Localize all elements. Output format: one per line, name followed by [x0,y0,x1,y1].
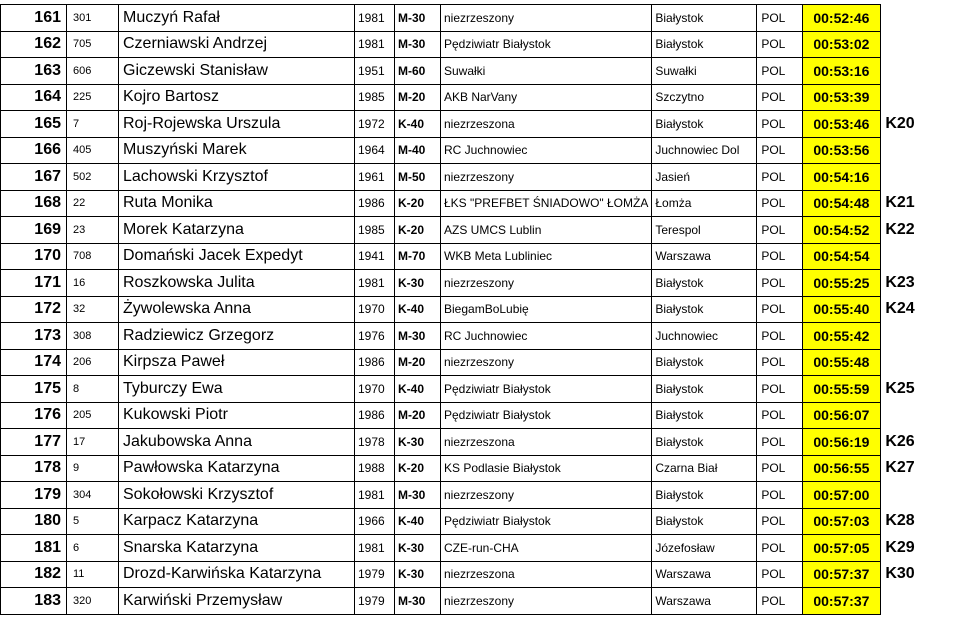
table-row [1,58,951,85]
table-row [1,482,951,509]
country-cell: POL [757,243,803,270]
country-cell: POL [757,270,803,297]
club-cell: KS Podlasie Białystok [441,455,652,482]
country-cell: POL [757,5,803,32]
category-cell: K-30 [395,429,441,456]
place-cell: 176 [1,402,67,429]
place-cell: 180 [1,508,67,535]
city-cell: Białystok [652,296,757,323]
place-cell: 173 [1,323,67,350]
country-cell: POL [757,111,803,138]
country-cell: POL [757,349,803,376]
country-cell: POL [757,137,803,164]
club-cell: CZE-run-CHA [441,535,652,562]
time-cell: 00:53:39 [803,84,881,111]
category-cell: M-50 [395,164,441,191]
club-cell: niezrzeszony [441,5,652,32]
time-cell: 00:57:03 [803,508,881,535]
bib-cell: 301 [67,5,119,32]
women-rank-cell [881,588,951,615]
bib-cell: 7 [67,111,119,138]
table-row [1,429,951,456]
category-cell: K-20 [395,455,441,482]
time-cell: 00:55:48 [803,349,881,376]
club-cell: RC Juchnowiec [441,137,652,164]
bib-cell: 206 [67,349,119,376]
time-cell: 00:55:25 [803,270,881,297]
club-cell: niezrzeszona [441,429,652,456]
city-cell: Józefosław [652,535,757,562]
women-rank-cell: K21 [885,194,915,212]
name-cell: Karpacz Katarzyna [119,508,355,535]
place-cell: 163 [1,58,67,85]
city-cell: Suwałki [652,58,757,85]
year-cell: 1976 [355,323,395,350]
year-cell: 1964 [355,137,395,164]
club-cell: niezrzeszony [441,270,652,297]
category-cell: M-20 [395,84,441,111]
country-cell: POL [757,164,803,191]
table-row [1,137,951,164]
country-cell: POL [757,323,803,350]
bib-cell: 22 [67,190,119,217]
name-cell: Pawłowska Katarzyna [119,455,355,482]
name-cell: Muszyński Marek [119,137,355,164]
table-row [1,535,951,562]
table-row [1,402,951,429]
place-cell: 179 [1,482,67,509]
time-cell: 00:52:46 [803,5,881,32]
country-cell: POL [757,561,803,588]
name-cell: Drozd-Karwińska Katarzyna [119,561,355,588]
club-cell: Suwałki [441,58,652,85]
club-cell: niezrzeszony [441,482,652,509]
time-cell: 00:57:00 [803,482,881,509]
time-cell: 00:53:56 [803,137,881,164]
place-cell: 174 [1,349,67,376]
place-cell: 171 [1,270,67,297]
place-cell: 168 [1,190,67,217]
place-cell: 182 [1,561,67,588]
table-row [1,164,951,191]
city-cell: Białystok [652,402,757,429]
women-rank-cell [881,31,951,58]
year-cell: 1972 [355,111,395,138]
time-cell: 00:57:37 [803,561,881,588]
country-cell: POL [757,296,803,323]
bib-cell: 6 [67,535,119,562]
city-cell: Białystok [652,31,757,58]
time-cell: 00:55:40 [803,296,881,323]
time-cell: 00:54:48 [803,190,881,217]
category-cell: K-40 [395,508,441,535]
table-row [1,588,951,615]
year-cell: 1981 [355,535,395,562]
table-row [1,5,951,32]
category-cell: K-40 [395,376,441,403]
year-cell: 1951 [355,58,395,85]
table-row [1,376,951,403]
place-cell: 183 [1,588,67,615]
women-rank-cell [881,84,951,111]
category-cell: M-30 [395,482,441,509]
time-cell: 00:56:07 [803,402,881,429]
name-cell: Kukowski Piotr [119,402,355,429]
bib-cell: 5 [67,508,119,535]
country-cell: POL [757,482,803,509]
year-cell: 1985 [355,84,395,111]
name-cell: Karwiński Przemysław [119,588,355,615]
women-rank-cell [881,5,951,32]
year-cell: 1979 [355,588,395,615]
year-cell: 1985 [355,217,395,244]
name-cell: Jakubowska Anna [119,429,355,456]
name-cell: Ruta Monika [119,190,355,217]
country-cell: POL [757,455,803,482]
bib-cell: 304 [67,482,119,509]
country-cell: POL [757,376,803,403]
category-cell: M-30 [395,31,441,58]
category-cell: M-40 [395,137,441,164]
place-cell: 167 [1,164,67,191]
club-cell: Pędziwiatr Białystok [441,402,652,429]
place-cell: 177 [1,429,67,456]
table-row [1,111,951,138]
name-cell: Morek Katarzyna [119,217,355,244]
women-rank-cell [881,58,951,85]
country-cell: POL [757,588,803,615]
year-cell: 1986 [355,190,395,217]
club-cell: RC Juchnowiec [441,323,652,350]
time-cell: 00:53:02 [803,31,881,58]
name-cell: Snarska Katarzyna [119,535,355,562]
bib-cell: 23 [67,217,119,244]
bib-cell: 502 [67,164,119,191]
time-cell: 00:54:16 [803,164,881,191]
name-cell: Domański Jacek Expedyt [119,243,355,270]
category-cell: K-30 [395,535,441,562]
place-cell: 181 [1,535,67,562]
name-cell: Roszkowska Julita [119,270,355,297]
women-rank-cell [881,323,951,350]
table-row [1,561,951,588]
women-rank-cell: K22 [885,220,915,238]
women-rank-cell [881,402,951,429]
time-cell: 00:54:54 [803,243,881,270]
country-cell: POL [757,535,803,562]
name-cell: Muczyń Rafał [119,5,355,32]
women-rank-cell [881,349,951,376]
time-cell: 00:53:46 [803,111,881,138]
name-cell: Roj-Rojewska Urszula [119,111,355,138]
table-row [1,270,951,297]
year-cell: 1981 [355,31,395,58]
place-cell: 162 [1,31,67,58]
year-cell: 1966 [355,508,395,535]
name-cell: Giczewski Stanisław [119,58,355,85]
city-cell: Białystok [652,349,757,376]
year-cell: 1981 [355,5,395,32]
bib-cell: 606 [67,58,119,85]
table-row [1,323,951,350]
category-cell: M-30 [395,588,441,615]
category-cell: M-20 [395,349,441,376]
club-cell: niezrzeszony [441,164,652,191]
year-cell: 1988 [355,455,395,482]
city-cell: Czarna Biał [652,455,757,482]
results-rows [1,5,951,615]
category-cell: M-60 [395,58,441,85]
table-row [1,243,951,270]
bib-cell: 32 [67,296,119,323]
women-rank-cell: K29 [885,538,915,556]
club-cell: niezrzeszona [441,561,652,588]
time-cell: 00:53:16 [803,58,881,85]
category-cell: K-30 [395,270,441,297]
city-cell: Juchnowiec [652,323,757,350]
year-cell: 1961 [355,164,395,191]
category-cell: M-20 [395,402,441,429]
category-cell: K-30 [395,561,441,588]
bib-cell: 205 [67,402,119,429]
club-cell: niezrzeszony [441,588,652,615]
table-row [1,190,951,217]
bib-cell: 320 [67,588,119,615]
time-cell: 00:56:19 [803,429,881,456]
club-cell: WKB Meta Lubliniec [441,243,652,270]
city-cell: Warszawa [652,243,757,270]
table-row [1,84,951,111]
country-cell: POL [757,402,803,429]
time-cell: 00:57:05 [803,535,881,562]
year-cell: 1970 [355,296,395,323]
time-cell: 00:57:37 [803,588,881,615]
time-cell: 00:55:42 [803,323,881,350]
time-cell: 00:56:55 [803,455,881,482]
bib-cell: 225 [67,84,119,111]
city-cell: Łomża [652,190,757,217]
city-cell: Białystok [652,5,757,32]
bib-cell: 308 [67,323,119,350]
table-row [1,349,951,376]
place-cell: 172 [1,296,67,323]
year-cell: 1986 [355,402,395,429]
women-rank-cell: K27 [885,459,915,477]
table-row [1,508,951,535]
city-cell: Juchnowiec Dol [652,137,757,164]
bib-cell: 708 [67,243,119,270]
women-rank-cell [881,482,951,509]
place-cell: 178 [1,455,67,482]
year-cell: 1979 [355,561,395,588]
category-cell: K-40 [395,296,441,323]
category-cell: K-20 [395,217,441,244]
women-rank-cell [881,243,951,270]
name-cell: Radziewicz Grzegorz [119,323,355,350]
place-cell: 165 [1,111,67,138]
name-cell: Czerniawski Andrzej [119,31,355,58]
women-rank-cell: K26 [885,432,915,450]
city-cell: Białystok [652,376,757,403]
name-cell: Tyburczy Ewa [119,376,355,403]
bib-cell: 405 [67,137,119,164]
club-cell: Pędziwiatr Białystok [441,31,652,58]
table-row [1,31,951,58]
women-rank-cell: K28 [885,512,915,530]
city-cell: Białystok [652,508,757,535]
club-cell: Pędziwiatr Białystok [441,376,652,403]
bib-cell: 17 [67,429,119,456]
category-cell: M-30 [395,323,441,350]
club-cell: niezrzeszona [441,111,652,138]
club-cell: ŁKS "PREFBET ŚNIADOWO" ŁOMŻA [441,190,652,217]
category-cell: K-20 [395,190,441,217]
table-row [1,296,951,323]
city-cell: Białystok [652,429,757,456]
place-cell: 164 [1,84,67,111]
club-cell: Pędziwiatr Białystok [441,508,652,535]
women-rank-cell: K20 [885,114,915,132]
place-cell: 175 [1,376,67,403]
women-rank-cell [881,137,951,164]
table-row [1,455,951,482]
country-cell: POL [757,31,803,58]
name-cell: Żywolewska Anna [119,296,355,323]
place-cell: 170 [1,243,67,270]
name-cell: Sokołowski Krzysztof [119,482,355,509]
bib-cell: 16 [67,270,119,297]
country-cell: POL [757,190,803,217]
country-cell: POL [757,84,803,111]
country-cell: POL [757,217,803,244]
city-cell: Białystok [652,111,757,138]
name-cell: Kojro Bartosz [119,84,355,111]
city-cell: Białystok [652,270,757,297]
women-rank-cell: K25 [885,379,915,397]
year-cell: 1978 [355,429,395,456]
year-cell: 1986 [355,349,395,376]
city-cell: Warszawa [652,561,757,588]
table-row [1,217,951,244]
city-cell: Terespol [652,217,757,244]
time-cell: 00:54:52 [803,217,881,244]
year-cell: 1981 [355,482,395,509]
city-cell: Szczytno [652,84,757,111]
club-cell: niezrzeszony [441,349,652,376]
city-cell: Białystok [652,482,757,509]
club-cell: AZS UMCS Lublin [441,217,652,244]
city-cell: Warszawa [652,588,757,615]
bib-cell: 8 [67,376,119,403]
time-cell: 00:55:59 [803,376,881,403]
bib-cell: 9 [67,455,119,482]
place-cell: 169 [1,217,67,244]
country-cell: POL [757,429,803,456]
country-cell: POL [757,508,803,535]
name-cell: Kirpsza Paweł [119,349,355,376]
name-cell: Lachowski Krzysztof [119,164,355,191]
women-rank-cell: K30 [885,565,915,583]
bib-cell: 705 [67,31,119,58]
city-cell: Jasień [652,164,757,191]
place-cell: 161 [1,5,67,32]
year-cell: 1970 [355,376,395,403]
women-rank-cell [881,164,951,191]
club-cell: BiegamBoLubię [441,296,652,323]
women-rank-cell: K23 [885,273,915,291]
category-cell: M-30 [395,5,441,32]
year-cell: 1941 [355,243,395,270]
club-cell: AKB NarVany [441,84,652,111]
place-cell: 166 [1,137,67,164]
bib-cell: 11 [67,561,119,588]
women-rank-cell: K24 [885,300,915,318]
category-cell: M-70 [395,243,441,270]
year-cell: 1981 [355,270,395,297]
category-cell: K-40 [395,111,441,138]
country-cell: POL [757,58,803,85]
results-table [0,4,951,615]
